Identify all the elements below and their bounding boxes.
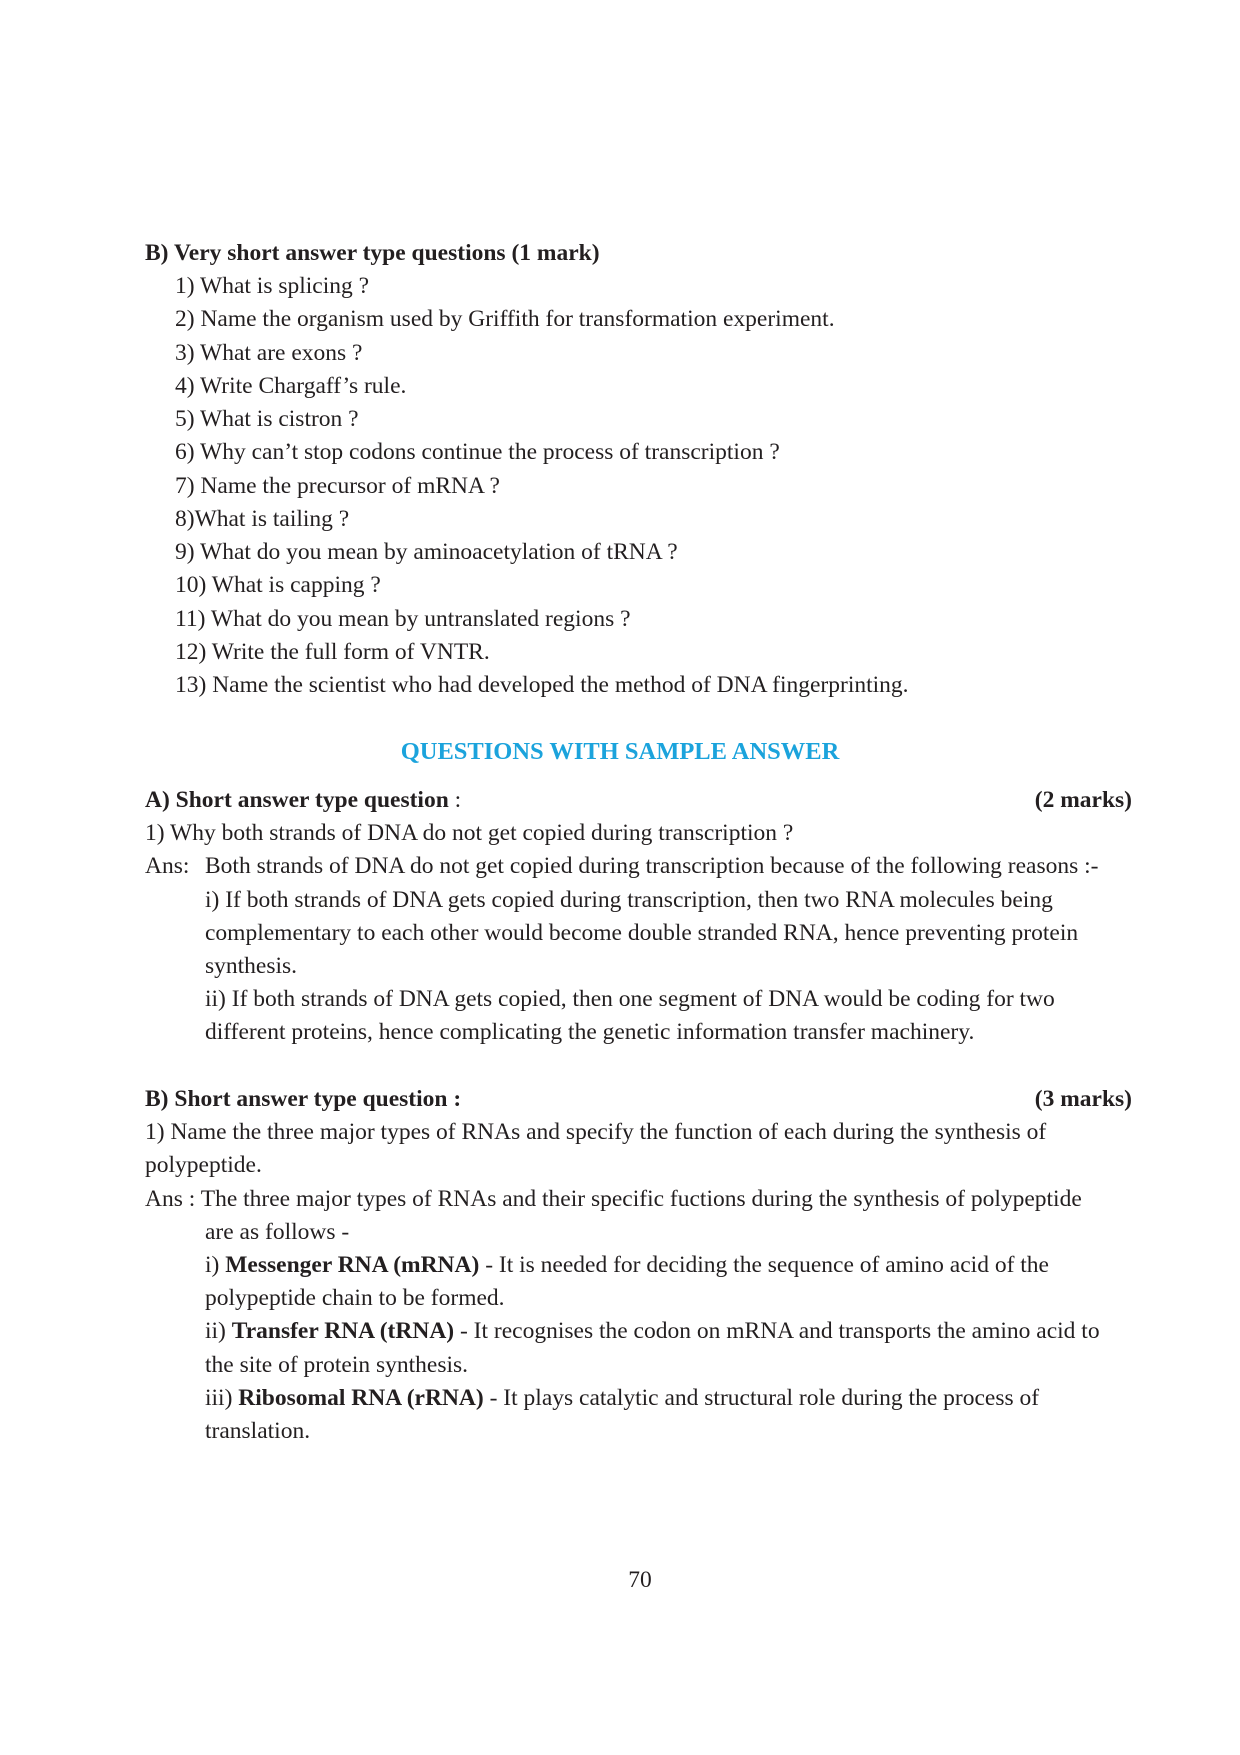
rna-item-term: Transfer RNA (tRNA) (231, 1318, 455, 1344)
part-b-question-line2: polypeptide. (145, 1152, 262, 1178)
section-b-title: B) Very short answer type questions (1 mark) (145, 240, 600, 266)
vsa-question-3: 3) What are exons ? (175, 340, 363, 366)
vsa-question-12: 12) Write the full form of VNTR. (175, 639, 490, 665)
rna-item-term: Messenger RNA (mRNA) (225, 1252, 480, 1278)
rna-item-text: - It plays catalytic and structural role during the process of (483, 1385, 1040, 1411)
part-b-ans-line1: Ans : The three major types of RNAs and their specific fuctions during the synthesis of polypeptide (145, 1186, 1082, 1212)
part-b-title: B) Short answer type question : (145, 1086, 462, 1112)
part-a-point2-line1: ii) If both strands of DNA gets copied, then one segment of DNA would be coding for two (205, 986, 1055, 1012)
rna-item-prefix: iii) (205, 1385, 239, 1411)
vsa-question-4: 4) Write Chargaff’s rule. (175, 373, 407, 399)
vsa-question-13: 13) Name the scientist who had developed the method of DNA fingerprinting. (175, 672, 909, 698)
vsa-question-6: 6) Why can’t stop codons continue the process of transcription ? (175, 439, 780, 465)
part-a-ans-intro: Both strands of DNA do not get copied during transcription because of the following reasons :- (205, 853, 1099, 879)
rna-item-trna-line2: the site of protein synthesis. (205, 1352, 469, 1378)
rna-item-text: - It recognises the codon on mRNA and transports the amino acid to (454, 1318, 1100, 1344)
vsa-question-5: 5) What is cistron ? (175, 406, 359, 432)
vsa-question-7: 7) Name the precursor of mRNA ? (175, 473, 500, 499)
part-a-point2-line2: different proteins, hence complicating the genetic information transfer machinery. (205, 1019, 975, 1045)
samples-heading: QUESTIONS WITH SAMPLE ANSWER (400, 738, 840, 765)
part-a-ans-label: Ans: (145, 853, 190, 879)
vsa-question-9: 9) What do you mean by aminoacetylation of tRNA ? (175, 539, 678, 565)
rna-item-mrna-line2: polypeptide chain to be formed. (205, 1285, 505, 1311)
part-a-point1-line1: i) If both strands of DNA gets copied during transcription, then two RNA molecules being (205, 887, 1053, 913)
part-a-title-colon: : (448, 787, 462, 813)
rna-item-prefix: i) (205, 1252, 226, 1278)
part-a-marks: (2 marks) (1034, 787, 1132, 813)
rna-item-rrna (205, 1382, 1039, 1415)
part-a-title: A) Short answer type question (145, 787, 449, 813)
part-b-question-line1: 1) Name the three major types of RNAs and specify the function of each during the synthesis of (145, 1119, 1047, 1145)
rna-item-text: - It is needed for deciding the sequence of amino acid of the (479, 1252, 1049, 1278)
vsa-question-10: 10) What is capping ? (175, 572, 381, 598)
rna-item-term: Ribosomal RNA (rRNA) (238, 1385, 484, 1411)
vsa-question-8: 8)What is tailing ? (175, 506, 350, 532)
part-b-ans-line2: are as follows - (205, 1219, 350, 1245)
vsa-question-2: 2) Name the organism used by Griffith for transformation experiment. (175, 306, 835, 332)
vsa-question-1: 1) What is splicing ? (175, 273, 370, 299)
rna-item-trna (205, 1315, 1100, 1348)
rna-item-prefix: ii) (205, 1318, 232, 1344)
rna-item-rrna-line2: translation. (205, 1418, 311, 1444)
vsa-question-11: 11) What do you mean by untranslated regions ? (175, 606, 631, 632)
part-a-point1-line3: synthesis. (205, 953, 298, 979)
rna-item-mrna (205, 1249, 1049, 1282)
part-b-marks: (3 marks) (1034, 1086, 1132, 1112)
page-number: 70 (628, 1567, 652, 1593)
part-a-title-row (145, 784, 461, 817)
part-a-question: 1) Why both strands of DNA do not get copied during transcription ? (145, 820, 794, 846)
part-a-point1-line2: complementary to each other would become double stranded RNA, hence preventing protein (205, 920, 1079, 946)
